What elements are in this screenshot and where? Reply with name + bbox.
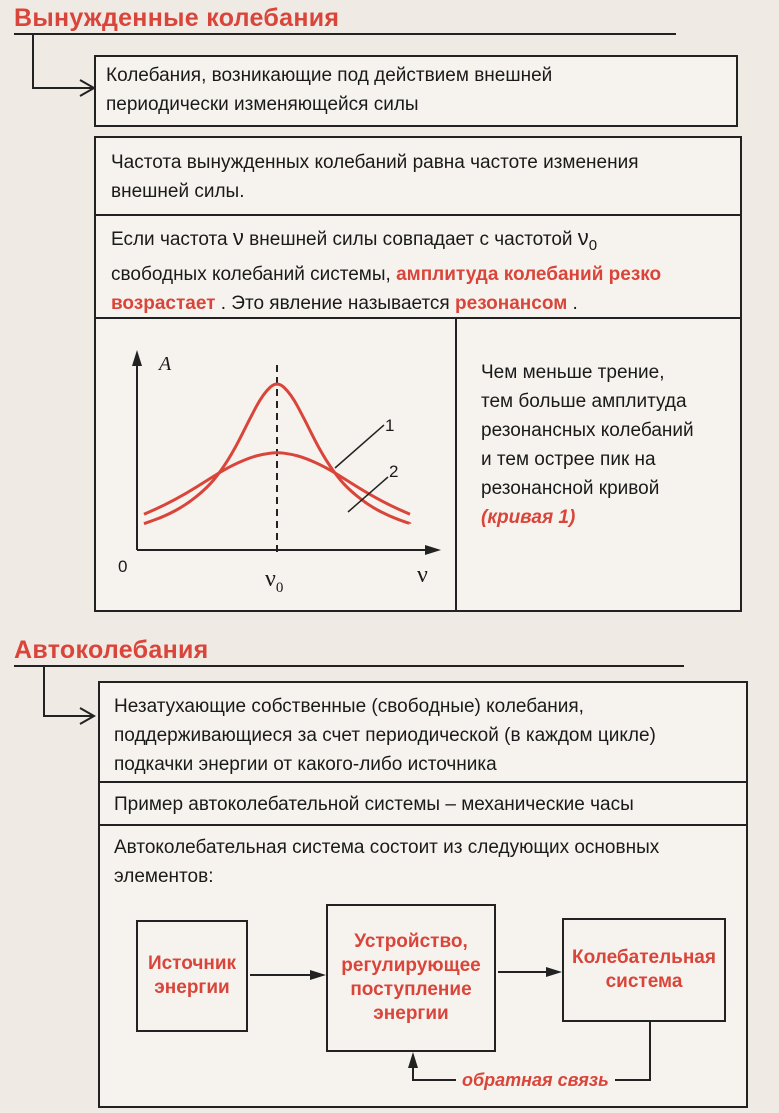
chart-resonance-label: $\nu_0$ <box>265 566 284 596</box>
forced-frequency-text: Частота вынужденных колебаний равна частоте изменения внешней силы. <box>111 152 639 202</box>
friction-text: Чем меньше трение, тем больше амплитуда резонансных колебаний и тем острее пик на резонансной кривой (кривая 1) <box>481 362 694 528</box>
chart-x-axis-label: ν <box>417 562 428 588</box>
feedback-label: обратная связь <box>456 1068 615 1092</box>
flow-regulator-box: Устройство, регулирующее поступление энергии <box>326 904 496 1052</box>
flow-system-box: Колебательная система <box>562 918 726 1022</box>
arrowhead-source-to-regulator <box>310 970 326 980</box>
forced-heading: Вынужденные колебания <box>14 4 340 32</box>
chart-y-axis-label: A <box>159 353 172 375</box>
chart-origin-label: 0 <box>118 557 128 576</box>
forced-resonance-text: Если частота ν внешней силы совпадает с частотой $\nu_0$ свободных колебаний системы, амплитуда колебаний резко возрастает . Это явление называется резонансом . <box>111 225 662 314</box>
auto-definition-text: Незатухающие собственные (свободные) колебания, поддерживающиеся за счет периодической (в каждом цикле) подкачки энергии от какого-либо источника <box>114 696 656 775</box>
chart-series-2-label: 2 <box>389 462 399 481</box>
auto-heading: Автоколебания <box>14 636 209 664</box>
chart-resonance-subscript: 0 <box>275 580 284 596</box>
feedback-arrowhead <box>408 1052 418 1068</box>
chart-series-1-label: 1 <box>385 416 395 435</box>
forced-definition-text: Колебания, возникающие под действием внешней периодически изменяющейся силы <box>106 65 553 115</box>
flow-source-box: Источник энергии <box>136 920 248 1032</box>
auto-composition-text: Автоколебательная система состоит из следующих основных элементов: <box>114 837 660 887</box>
auto-example-text: Пример автоколебательной системы – механические часы <box>114 794 634 815</box>
arrowhead-regulator-to-system <box>546 967 562 977</box>
